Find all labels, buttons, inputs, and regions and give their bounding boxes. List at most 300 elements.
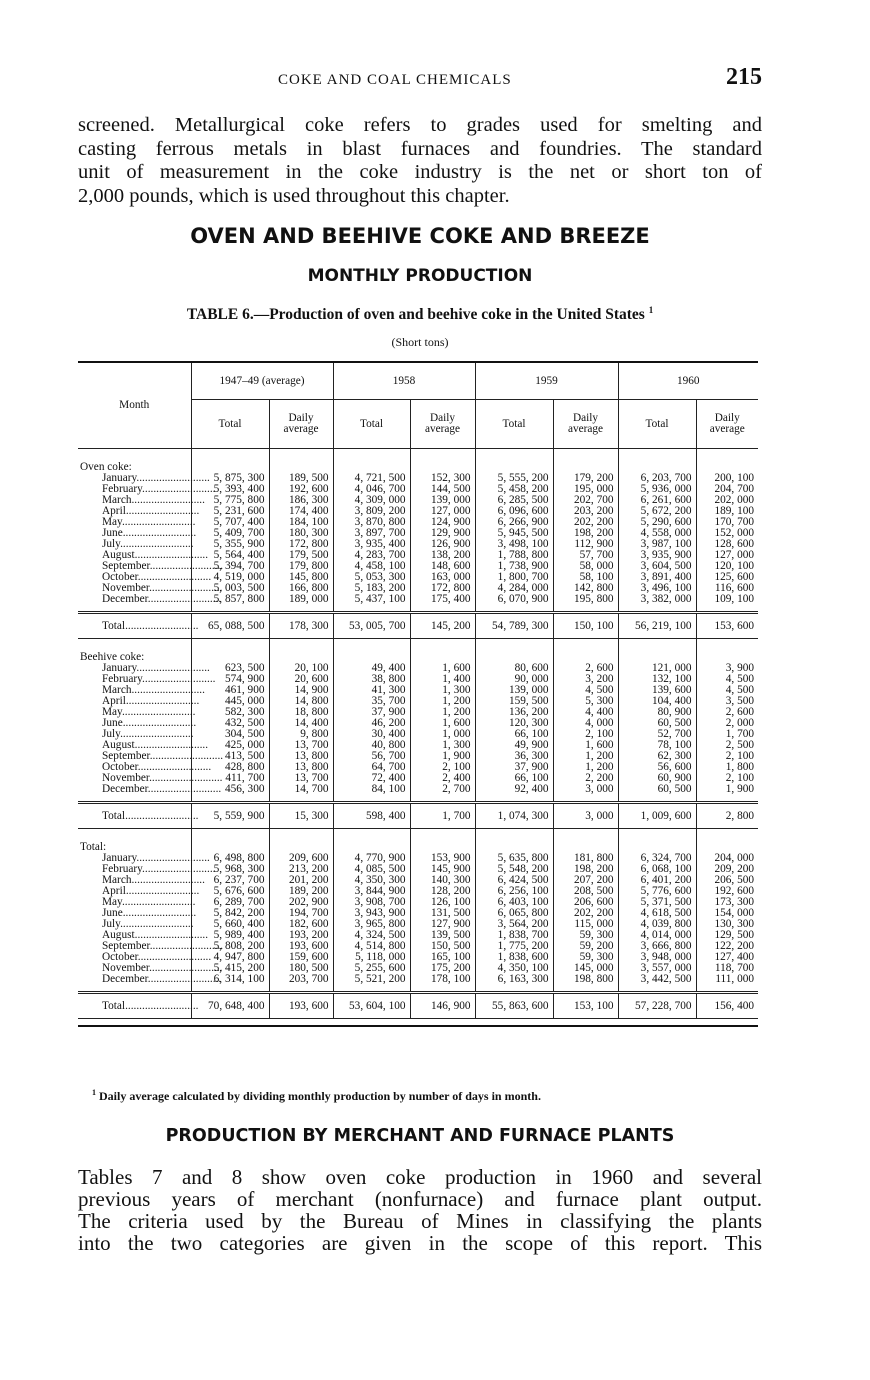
- spacer-cell: [553, 795, 618, 803]
- daily-value-cell: 139, 000: [410, 495, 475, 506]
- daily-value-cell: 129, 500: [696, 930, 758, 941]
- daily-value-cell: 57, 700: [553, 550, 618, 561]
- daily-value-cell: 178, 100: [410, 974, 475, 985]
- daily-value-cell: 163, 000: [410, 572, 475, 583]
- month-label: August: [102, 929, 135, 941]
- daily-value-cell: 2, 100: [410, 762, 475, 773]
- total-value-cell: 5, 409, 700: [191, 528, 269, 539]
- spacer-cell: [475, 639, 553, 652]
- month-label: June: [102, 527, 123, 539]
- total-label: Total: [102, 619, 126, 632]
- total-value-cell: 6, 324, 700: [618, 853, 696, 864]
- total-value-cell: 3, 844, 900: [333, 886, 410, 897]
- total-value-cell: 5, 989, 400: [191, 930, 269, 941]
- spacer-cell: [78, 605, 191, 613]
- daily-value-cell: 14, 700: [269, 784, 333, 795]
- daily-value-cell: 181, 800: [553, 853, 618, 864]
- total-value-cell: 80, 900: [618, 707, 696, 718]
- daily-value-cell: 127, 400: [696, 952, 758, 963]
- month-label: April: [102, 885, 126, 897]
- total-value-cell: 411, 700: [191, 773, 269, 784]
- paragraph-line: into the two categories are given in the scope of this report. This: [78, 1231, 762, 1255]
- daily-value-cell: 144, 500: [410, 484, 475, 495]
- total-value-cell: 5, 255, 600: [333, 963, 410, 974]
- total-value-cell: 156, 400: [696, 993, 758, 1019]
- header-line: average: [709, 423, 745, 435]
- total-value-cell: 1, 074, 300: [475, 803, 553, 829]
- total-value-cell: 145, 200: [410, 613, 475, 639]
- daily-value-cell: 2, 100: [696, 751, 758, 762]
- daily-value-cell: 204, 700: [696, 484, 758, 495]
- footnote-text: Daily average calculated by dividing monthly production by number of days in month.: [99, 1089, 541, 1103]
- total-value-cell: 104, 400: [618, 696, 696, 707]
- total-row: [78, 613, 758, 639]
- total-value-cell: 65, 088, 500: [191, 613, 269, 639]
- year-header: 1958: [333, 362, 475, 400]
- daily-value-cell: 111, 000: [696, 974, 758, 985]
- total-value-cell: 150, 100: [553, 613, 618, 639]
- leader-dots: ..........................: [149, 962, 223, 974]
- total-value-cell: 425, 000: [191, 740, 269, 751]
- total-value-cell: 6, 289, 700: [191, 897, 269, 908]
- daily-value-cell: 4, 400: [553, 707, 618, 718]
- total-value-cell: 1, 738, 900: [475, 561, 553, 572]
- table-body: [78, 449, 758, 1027]
- leader-dots: ..........................: [125, 885, 200, 897]
- total-value-cell: 3, 557, 000: [618, 963, 696, 974]
- daily-value-cell: 4, 500: [696, 674, 758, 685]
- total-value-cell: 6, 266, 900: [475, 517, 553, 528]
- daily-value-cell: 109, 100: [696, 594, 758, 605]
- total-value-cell: 56, 700: [333, 751, 410, 762]
- daily-value-cell: 209, 600: [269, 853, 333, 864]
- header-line: average: [283, 423, 319, 435]
- total-value-cell: 4, 458, 100: [333, 561, 410, 572]
- daily-value-cell: 145, 000: [553, 963, 618, 974]
- total-value-cell: 121, 000: [618, 663, 696, 674]
- total-value-cell: 1, 788, 800: [475, 550, 553, 561]
- spacer-cell: [333, 449, 410, 462]
- total-value-cell: 6, 163, 300: [475, 974, 553, 985]
- total-value-cell: 70, 648, 400: [191, 993, 269, 1019]
- daily-value-cell: 194, 700: [269, 908, 333, 919]
- daily-value-cell: 5, 300: [553, 696, 618, 707]
- total-value-cell: 84, 100: [333, 784, 410, 795]
- leader-dots: ..........................: [142, 483, 216, 495]
- total-value-cell: 139, 000: [475, 685, 553, 696]
- daily-value-cell: 126, 100: [410, 897, 475, 908]
- leader-dots: ..........................: [147, 973, 222, 985]
- daily-value-cell: 189, 200: [269, 886, 333, 897]
- spacer-cell: [333, 605, 410, 613]
- total-value-cell: 3, 943, 900: [333, 908, 410, 919]
- total-value-cell: 139, 600: [618, 685, 696, 696]
- daily-value-cell: 1, 400: [410, 674, 475, 685]
- spacer-cell: [410, 795, 475, 803]
- total-value-cell: 4, 283, 700: [333, 550, 410, 561]
- month-label: August: [102, 549, 135, 561]
- daily-value-cell: 115, 000: [553, 919, 618, 930]
- spacer-cell: [696, 605, 758, 613]
- daily-value-cell: 195, 800: [553, 594, 618, 605]
- leader-dots: ..........................: [134, 929, 209, 941]
- spacer-cell: [696, 829, 758, 842]
- total-value-cell: 582, 300: [191, 707, 269, 718]
- month-label: March: [102, 874, 132, 886]
- header-line: Daily: [429, 412, 456, 424]
- month-label: May: [102, 896, 122, 908]
- spacer-row: [78, 829, 758, 842]
- spacer-cell: [696, 449, 758, 462]
- total-value-cell: 428, 800: [191, 762, 269, 773]
- daily-value-cell: 2, 500: [696, 740, 758, 751]
- spacer-cell: [696, 639, 758, 652]
- total-value-cell: 1, 838, 600: [475, 952, 553, 963]
- daily-value-cell: 2, 100: [696, 773, 758, 784]
- daily-value-cell: 126, 900: [410, 539, 475, 550]
- month-label: March: [102, 494, 132, 506]
- spacer-cell: [410, 605, 475, 613]
- year-header: 1947–49 (average): [191, 362, 333, 400]
- daily-value-cell: 20, 600: [269, 674, 333, 685]
- total-value-cell: 4, 014, 000: [618, 930, 696, 941]
- total-value-cell: 3, 935, 900: [618, 550, 696, 561]
- daily-value-cell: 18, 800: [269, 707, 333, 718]
- total-value-cell: 40, 800: [333, 740, 410, 751]
- daily-value-cell: 1, 900: [696, 784, 758, 795]
- leader-dots: ..........................: [125, 695, 200, 707]
- daily-value-cell: 14, 800: [269, 696, 333, 707]
- total-value-cell: 3, 382, 000: [618, 594, 696, 605]
- total-value-cell: 6, 314, 100: [191, 974, 269, 985]
- month-label: January: [102, 662, 137, 674]
- daily-value-cell: 200, 100: [696, 473, 758, 484]
- spacer-cell: [269, 605, 333, 613]
- month-label: September: [102, 940, 150, 952]
- daily-value-cell: 2, 200: [553, 773, 618, 784]
- daily-value-cell: 130, 300: [696, 919, 758, 930]
- month-label: October: [102, 571, 138, 583]
- daily-value-cell: 154, 000: [696, 908, 758, 919]
- daily-value-cell: 4, 500: [696, 685, 758, 696]
- daily-value-cell: 192, 600: [269, 484, 333, 495]
- leader-dots: ..........................: [125, 619, 199, 632]
- month-label: July: [102, 538, 121, 550]
- leader-dots: ..........................: [134, 739, 209, 751]
- total-value-cell: 1, 800, 700: [475, 572, 553, 583]
- daily-value-cell: 142, 800: [553, 583, 618, 594]
- total-value-cell: 4, 039, 800: [618, 919, 696, 930]
- month-column-header: Month: [78, 362, 191, 449]
- daily-value-cell: 203, 700: [269, 974, 333, 985]
- daily-value-cell: 2, 700: [410, 784, 475, 795]
- total-value-cell: 5, 842, 200: [191, 908, 269, 919]
- total-value-cell: 3, 897, 700: [333, 528, 410, 539]
- leader-dots: ..........................: [122, 717, 197, 729]
- total-value-cell: 178, 300: [269, 613, 333, 639]
- daily-value-cell: 14, 400: [269, 718, 333, 729]
- daily-value-cell: 139, 500: [410, 930, 475, 941]
- daily-value-cell: 13, 800: [269, 762, 333, 773]
- total-label-cell: [78, 803, 199, 829]
- daily-value-cell: 170, 700: [696, 517, 758, 528]
- total-value-cell: 5, 936, 000: [618, 484, 696, 495]
- total-value-cell: 15, 300: [269, 803, 333, 829]
- total-value-cell: 6, 285, 500: [475, 495, 553, 506]
- daily-value-cell: 189, 000: [269, 594, 333, 605]
- total-value-cell: 4, 558, 000: [618, 528, 696, 539]
- leader-dots: ..........................: [125, 505, 200, 517]
- total-value-cell: 6, 403, 100: [475, 897, 553, 908]
- daily-value-cell: 2, 100: [553, 729, 618, 740]
- spacer-cell: [191, 829, 269, 842]
- daily-value-cell: 116, 600: [696, 583, 758, 594]
- total-value-cell: 60, 500: [618, 784, 696, 795]
- daily-value-cell: 128, 600: [696, 539, 758, 550]
- total-value-cell: 92, 400: [475, 784, 553, 795]
- daily-value-cell: 1, 600: [410, 718, 475, 729]
- daily-value-cell: 1, 200: [410, 707, 475, 718]
- month-cell: [78, 973, 222, 985]
- daily-value-cell: 207, 200: [553, 875, 618, 886]
- table-bottom-rule: [78, 1019, 758, 1027]
- month-cell: [78, 593, 222, 605]
- total-value-cell: 66, 100: [475, 729, 553, 740]
- total-value-cell: 4, 947, 800: [191, 952, 269, 963]
- daily-value-cell: 58, 100: [553, 572, 618, 583]
- daily-average-column-header: [696, 400, 758, 449]
- spacer-cell: [553, 639, 618, 652]
- total-value-cell: 49, 900: [475, 740, 553, 751]
- leader-dots: ..........................: [131, 684, 205, 696]
- total-value-cell: 56, 600: [618, 762, 696, 773]
- total-value-cell: 3, 987, 100: [618, 539, 696, 550]
- spacer-row: [78, 795, 758, 803]
- daily-value-cell: 193, 200: [269, 930, 333, 941]
- total-value-cell: 193, 600: [269, 993, 333, 1019]
- spacer-cell: [475, 829, 553, 842]
- daily-value-cell: 179, 800: [269, 561, 333, 572]
- total-value-cell: 5, 053, 300: [333, 572, 410, 583]
- daily-value-cell: 1, 300: [410, 740, 475, 751]
- spacer-cell: [410, 985, 475, 993]
- daily-value-cell: 152, 000: [696, 528, 758, 539]
- daily-value-cell: 202, 700: [553, 495, 618, 506]
- total-value-cell: 5, 564, 400: [191, 550, 269, 561]
- total-value-cell: 4, 350, 100: [475, 963, 553, 974]
- table-row: [78, 974, 758, 985]
- month-label: September: [102, 560, 150, 572]
- total-value-cell: 120, 300: [475, 718, 553, 729]
- total-value-cell: 6, 424, 500: [475, 875, 553, 886]
- production-table: [78, 361, 758, 1027]
- total-value-cell: 38, 800: [333, 674, 410, 685]
- second-heading: PRODUCTION BY MERCHANT AND FURNACE PLANTS: [165, 1126, 675, 1146]
- daily-value-cell: 159, 600: [269, 952, 333, 963]
- total-value-cell: 5, 808, 200: [191, 941, 269, 952]
- total-value-cell: 4, 350, 300: [333, 875, 410, 886]
- footnote-mark: 1: [648, 305, 654, 315]
- month-label: May: [102, 706, 122, 718]
- leader-dots: ..........................: [149, 750, 224, 762]
- daily-value-cell: 184, 100: [269, 517, 333, 528]
- total-value-cell: 5, 003, 500: [191, 583, 269, 594]
- total-value-cell: 5, 415, 200: [191, 963, 269, 974]
- daily-value-cell: 208, 500: [553, 886, 618, 897]
- total-value-cell: 4, 046, 700: [333, 484, 410, 495]
- month-label: December: [102, 593, 148, 605]
- month-label: February: [102, 863, 143, 875]
- month-label: April: [102, 505, 126, 517]
- total-value-cell: 3, 908, 700: [333, 897, 410, 908]
- total-value-cell: 304, 500: [191, 729, 269, 740]
- total-value-cell: 5, 393, 400: [191, 484, 269, 495]
- paragraph-line: The criteria used by the Bureau of Mines in classifying the plants: [78, 1209, 762, 1233]
- total-value-cell: 55, 863, 600: [475, 993, 553, 1019]
- leader-dots: ..........................: [134, 549, 209, 561]
- running-head: [78, 64, 762, 98]
- total-value-cell: 3, 891, 400: [618, 572, 696, 583]
- total-value-cell: 4, 284, 000: [475, 583, 553, 594]
- spacer-row: [78, 985, 758, 993]
- spacer-cell: [191, 985, 269, 993]
- total-value-cell: 6, 261, 600: [618, 495, 696, 506]
- daily-value-cell: 198, 200: [553, 528, 618, 539]
- spacer-row: [78, 605, 758, 613]
- daily-value-cell: 148, 600: [410, 561, 475, 572]
- daily-value-cell: 206, 500: [696, 875, 758, 886]
- total-label: Total: [102, 809, 126, 822]
- total-value-cell: 445, 000: [191, 696, 269, 707]
- total-value-cell: 6, 203, 700: [618, 473, 696, 484]
- daily-value-cell: 175, 400: [410, 594, 475, 605]
- leader-dots: ..........................: [142, 673, 216, 685]
- daily-value-cell: 179, 200: [553, 473, 618, 484]
- daily-value-cell: 152, 300: [410, 473, 475, 484]
- header-line: Daily: [288, 412, 314, 424]
- total-value-cell: 4, 721, 500: [333, 473, 410, 484]
- total-value-cell: 3, 809, 200: [333, 506, 410, 517]
- month-label: June: [102, 717, 123, 729]
- section-label: Total:: [78, 841, 191, 853]
- daily-value-cell: 198, 800: [553, 974, 618, 985]
- daily-value-cell: 1, 600: [553, 740, 618, 751]
- leader-dots: ..........................: [131, 494, 205, 506]
- daily-value-cell: 198, 200: [553, 864, 618, 875]
- table-row: [78, 594, 758, 605]
- daily-value-cell: 124, 900: [410, 517, 475, 528]
- total-value-cell: 1, 838, 700: [475, 930, 553, 941]
- total-value-cell: 623, 500: [191, 663, 269, 674]
- total-value-cell: 5, 676, 600: [191, 886, 269, 897]
- total-value-cell: 5, 635, 800: [475, 853, 553, 864]
- spacer-cell: [269, 639, 333, 652]
- total-value-cell: 3, 965, 800: [333, 919, 410, 930]
- total-value-cell: 5, 231, 600: [191, 506, 269, 517]
- leader-dots: ..........................: [131, 874, 205, 886]
- spacer-cell: [269, 985, 333, 993]
- total-value-cell: 35, 700: [333, 696, 410, 707]
- leader-dots: ..........................: [122, 527, 197, 539]
- total-value-cell: 5, 548, 200: [475, 864, 553, 875]
- intro-paragraph: [78, 114, 762, 208]
- total-value-cell: 5, 875, 300: [191, 473, 269, 484]
- spacer-cell: [191, 605, 269, 613]
- total-column-header: Total: [191, 400, 269, 449]
- daily-value-cell: 186, 300: [269, 495, 333, 506]
- total-value-cell: 1, 775, 200: [475, 941, 553, 952]
- daily-value-cell: 118, 700: [696, 963, 758, 974]
- daily-value-cell: 1, 300: [410, 685, 475, 696]
- daily-value-cell: 172, 800: [410, 583, 475, 594]
- total-value-cell: 49, 400: [333, 663, 410, 674]
- month-label: December: [102, 973, 148, 985]
- spacer-cell: [475, 795, 553, 803]
- total-label-cell: [78, 613, 199, 639]
- spacer-cell: [191, 639, 269, 652]
- total-value-cell: 64, 700: [333, 762, 410, 773]
- leader-dots: ..........................: [122, 907, 197, 919]
- section-label: Beehive coke:: [78, 651, 191, 663]
- total-value-cell: 3, 604, 500: [618, 561, 696, 572]
- total-row: [78, 993, 758, 1019]
- daily-value-cell: 59, 300: [553, 930, 618, 941]
- daily-value-cell: 59, 300: [553, 952, 618, 963]
- daily-value-cell: 202, 000: [696, 495, 758, 506]
- total-value-cell: 598, 400: [333, 803, 410, 829]
- total-value-cell: 5, 521, 200: [333, 974, 410, 985]
- daily-value-cell: 14, 900: [269, 685, 333, 696]
- daily-value-cell: 166, 800: [269, 583, 333, 594]
- total-row: [78, 803, 758, 829]
- total-value-cell: 5, 555, 200: [475, 473, 553, 484]
- daily-value-cell: 1, 600: [410, 663, 475, 674]
- month-label: November: [102, 962, 150, 974]
- daily-value-cell: 3, 500: [696, 696, 758, 707]
- total-value-cell: 66, 100: [475, 773, 553, 784]
- daily-value-cell: 180, 300: [269, 528, 333, 539]
- daily-value-cell: 172, 800: [269, 539, 333, 550]
- spacer-cell: [410, 829, 475, 842]
- subsection-heading: MONTHLY PRODUCTION: [307, 266, 533, 286]
- total-value-cell: 5, 660, 400: [191, 919, 269, 930]
- leader-dots: ..........................: [147, 783, 222, 795]
- total-value-cell: 1, 009, 600: [618, 803, 696, 829]
- daily-value-cell: 9, 800: [269, 729, 333, 740]
- total-value-cell: 60, 900: [618, 773, 696, 784]
- total-value-cell: 6, 096, 600: [475, 506, 553, 517]
- daily-value-cell: 1, 200: [553, 751, 618, 762]
- total-value-cell: 1, 700: [410, 803, 475, 829]
- total-value-cell: 6, 401, 200: [618, 875, 696, 886]
- total-value-cell: 432, 500: [191, 718, 269, 729]
- month-label: October: [102, 761, 138, 773]
- spacer-cell: [410, 639, 475, 652]
- daily-value-cell: 206, 600: [553, 897, 618, 908]
- footnote-mark: 1: [92, 1088, 96, 1097]
- spacer-cell: [696, 795, 758, 803]
- leader-dots: ..........................: [149, 940, 224, 952]
- daily-value-cell: 127, 000: [410, 506, 475, 517]
- header-line: average: [424, 423, 461, 435]
- daily-value-cell: 193, 600: [269, 941, 333, 952]
- spacer-cell: [553, 985, 618, 993]
- daily-value-cell: 2, 000: [696, 718, 758, 729]
- total-label: Total: [102, 999, 126, 1012]
- daily-value-cell: 195, 000: [553, 484, 618, 495]
- daily-value-cell: 145, 800: [269, 572, 333, 583]
- leader-dots: ..........................: [125, 809, 199, 822]
